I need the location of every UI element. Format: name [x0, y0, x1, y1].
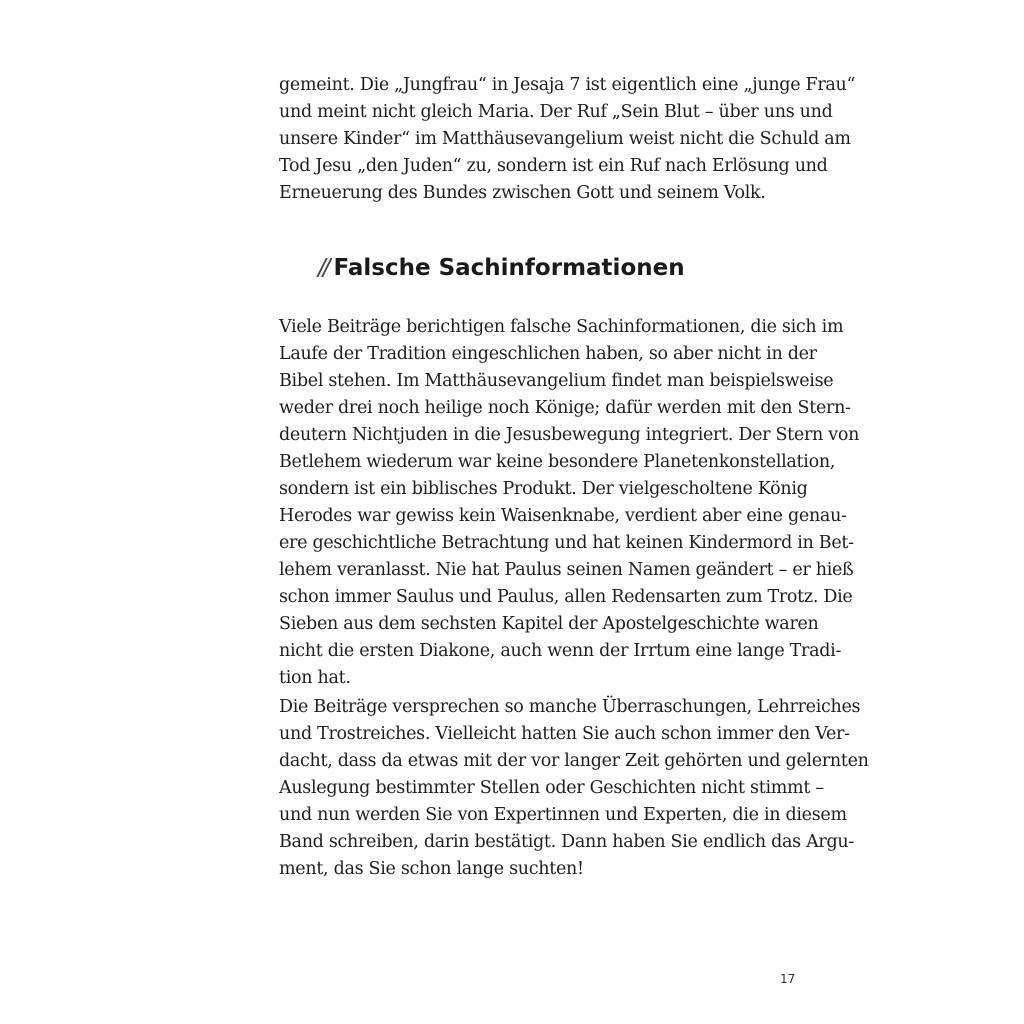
text-line: und meint nicht gleich Maria. Der Ruf „Sein Blut – über uns und: [279, 102, 833, 122]
text-line: und nun werden Sie von Expertinnen und Experten, die in diesem: [279, 805, 847, 825]
text-line: sondern ist ein biblisches Produkt. Der vielgescholtene König: [279, 479, 808, 499]
text-line: dacht, dass da etwas mit der vor langer Zeit gehörten und gelernten: [279, 751, 869, 771]
section-heading: [318, 255, 685, 281]
text-line: unsere Kinder“ im Matthäusevangelium weist nicht die Schuld am: [279, 129, 851, 149]
text-line: Viele Beiträge berichtigen falsche Sachinformationen, die sich im: [279, 317, 844, 337]
text-line: Bibel stehen. Im Matthäusevangelium findet man beispielsweise: [279, 371, 834, 391]
text-line: Sieben aus dem sechsten Kapitel der Apostelgeschichte waren: [279, 614, 819, 634]
page-number: 17: [780, 972, 796, 986]
text-line: Erneuerung des Bundes zwischen Gott und seinem Volk.: [279, 183, 766, 203]
text-line: schon immer Saulus und Paulus, allen Redensarten zum Trotz. Die: [279, 587, 853, 607]
text-line: Laufe der Tradition eingeschlichen haben, so aber nicht in der: [279, 344, 817, 364]
heading-text: Falsche Sachinformationen: [333, 255, 685, 281]
text-line: Band schreiben, darin bestätigt. Dann haben Sie endlich das Argu-: [279, 832, 854, 852]
text-line: tion hat.: [279, 668, 351, 688]
text-line: Tod Jesu „den Juden“ zu, sondern ist ein Ruf nach Erlösung und: [279, 156, 828, 176]
text-line: Herodes war gewiss kein Waisenknabe, verdient aber eine genau-: [279, 506, 847, 526]
text-line: lehem veranlasst. Nie hat Paulus seinen Namen geändert – er hieß: [279, 560, 854, 580]
text-line: gemeint. Die „Jungfrau“ in Jesaja 7 ist eigentlich eine „junge Frau“: [279, 75, 856, 95]
text-line: deutern Nichtjuden in die Jesusbewegung integriert. Der Stern von: [279, 425, 860, 445]
text-line: Betlehem wiederum war keine besondere Planetenkonstellation,: [279, 452, 836, 472]
text-line: Die Beiträge versprechen so manche Überraschungen, Lehrreiches: [279, 697, 861, 717]
text-line: und Trostreiches. Vielleicht hatten Sie auch schon immer den Ver-: [279, 724, 850, 744]
text-line: ere geschichtliche Betrachtung und hat keinen Kindermord in Bet-: [279, 533, 854, 553]
text-line: ment, das Sie schon lange suchten!: [279, 859, 584, 879]
heading-marker: //: [318, 255, 328, 281]
text-line: weder drei noch heilige noch Könige; dafür werden mit den Stern-: [279, 398, 851, 418]
text-line: Auslegung bestimmter Stellen oder Geschichten nicht stimmt –: [279, 778, 824, 798]
text-line: nicht die ersten Diakone, auch wenn der Irrtum eine lange Tradi-: [279, 641, 842, 661]
